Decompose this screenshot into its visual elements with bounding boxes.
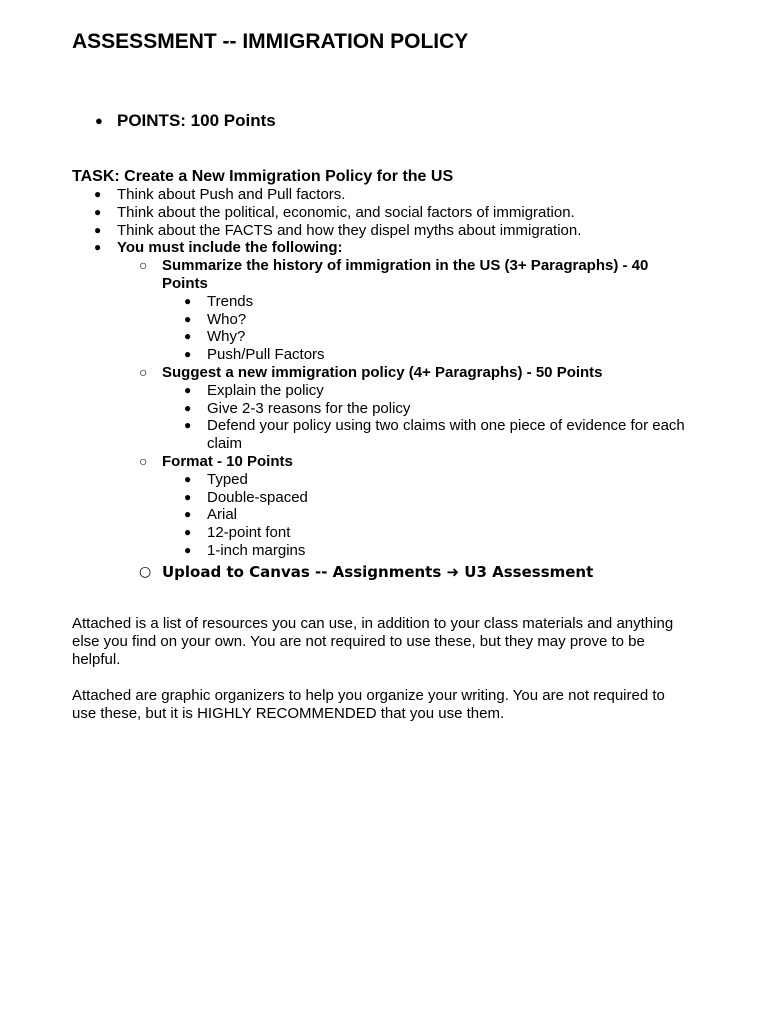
requirement-heading-text: Format - 10 Points xyxy=(162,452,293,470)
list-item xyxy=(72,506,692,524)
bullet-icon: ● xyxy=(184,311,192,326)
bullet-icon: ● xyxy=(184,400,192,415)
bullet-icon: ● xyxy=(184,293,192,308)
list-item-text: Trends xyxy=(207,292,254,310)
list-item xyxy=(72,311,692,329)
bullet-icon: ● xyxy=(94,240,102,255)
bullet-icon: ● xyxy=(184,489,192,504)
list-item-text: Give 2-3 reasons for the policy xyxy=(207,399,411,417)
list-item xyxy=(72,400,692,418)
list-item-text: Think about Push and Pull factors. xyxy=(117,186,346,203)
list-item xyxy=(72,489,692,507)
list-item-text: Who? xyxy=(207,310,247,328)
hollow-bullet-icon: ○ xyxy=(139,257,148,274)
requirement-heading-text: Summarize the history of immigration in the US (3+ Paragraphs) - 40 Points xyxy=(162,257,649,292)
bullet-icon: ● xyxy=(94,204,102,219)
task-list xyxy=(72,186,692,584)
bullet-icon: ● xyxy=(184,382,192,397)
list-item-text: You must include the following: xyxy=(117,239,343,257)
list-item-text: Push/Pull Factors xyxy=(207,346,325,364)
list-item xyxy=(72,542,692,560)
upload-instruction-text: Upload to Canvas -- Assignments ➜ U3 Assessment xyxy=(162,562,594,581)
list-item-text: Think about the political, economic, and social factors of immigration. xyxy=(117,203,575,221)
list-item-text: Double-spaced xyxy=(207,488,308,506)
requirement-heading xyxy=(72,453,692,471)
bullet-icon: ● xyxy=(95,113,103,128)
points-text: POINTS: 100 Points xyxy=(117,111,276,130)
task-heading: TASK: Create a New Immigration Policy for the US xyxy=(72,168,454,185)
list-item-text: Arial xyxy=(207,506,238,524)
bullet-icon: ● xyxy=(184,329,192,344)
list-item xyxy=(72,382,692,400)
resources-paragraph: Attached is a list of resources you can use, in addition to your class materials and anything else you find on your own. You are not required to use these, but they may prove to be helpful. xyxy=(72,615,674,668)
requirement-heading-text: Suggest a new immigration policy (4+ Paragraphs) - 50 Points xyxy=(162,363,603,381)
bullet-icon: ● xyxy=(184,542,192,557)
list-item xyxy=(72,417,692,453)
list-item-text: 12-point font xyxy=(207,524,291,542)
bullet-icon: ● xyxy=(184,471,192,486)
bullet-icon: ● xyxy=(94,222,102,237)
list-item-text: Think about the FACTS and how they dispel myths about immigration. xyxy=(117,221,582,239)
list-item xyxy=(72,524,692,542)
list-item-text: Defend your policy using two claims with one piece of evidence for each claim xyxy=(207,417,685,453)
page-title: ASSESSMENT -- IMMIGRATION POLICY xyxy=(72,30,469,53)
list-item-text: 1-inch margins xyxy=(207,541,306,559)
list-item-text: Explain the policy xyxy=(207,381,324,399)
list-item xyxy=(72,328,692,346)
list-item xyxy=(72,222,692,240)
hollow-bullet-icon: ○ xyxy=(139,563,152,580)
requirement-heading xyxy=(72,257,692,293)
bullet-icon: ● xyxy=(184,347,192,362)
points-line xyxy=(72,109,692,133)
bullet-icon: ● xyxy=(184,525,192,540)
list-item xyxy=(72,346,692,364)
hollow-bullet-icon: ○ xyxy=(139,363,148,380)
list-item-text: Why? xyxy=(207,328,246,346)
list-item xyxy=(72,471,692,489)
bullet-icon: ● xyxy=(94,187,102,201)
list-item xyxy=(72,293,692,311)
list-item xyxy=(72,186,692,204)
requirement-heading xyxy=(72,364,692,382)
organizers-paragraph: Attached are graphic organizers to help you organize your writing. You are not required to use these, but it is HIGHLY RECOMMENDED that you use them. xyxy=(72,687,665,722)
list-item-text: Typed xyxy=(207,470,248,488)
bullet-icon: ● xyxy=(184,507,192,522)
hollow-bullet-icon: ○ xyxy=(139,452,148,469)
list-item xyxy=(72,204,692,222)
upload-instruction xyxy=(72,560,692,584)
list-item xyxy=(72,239,692,257)
bullet-icon: ● xyxy=(184,418,192,433)
